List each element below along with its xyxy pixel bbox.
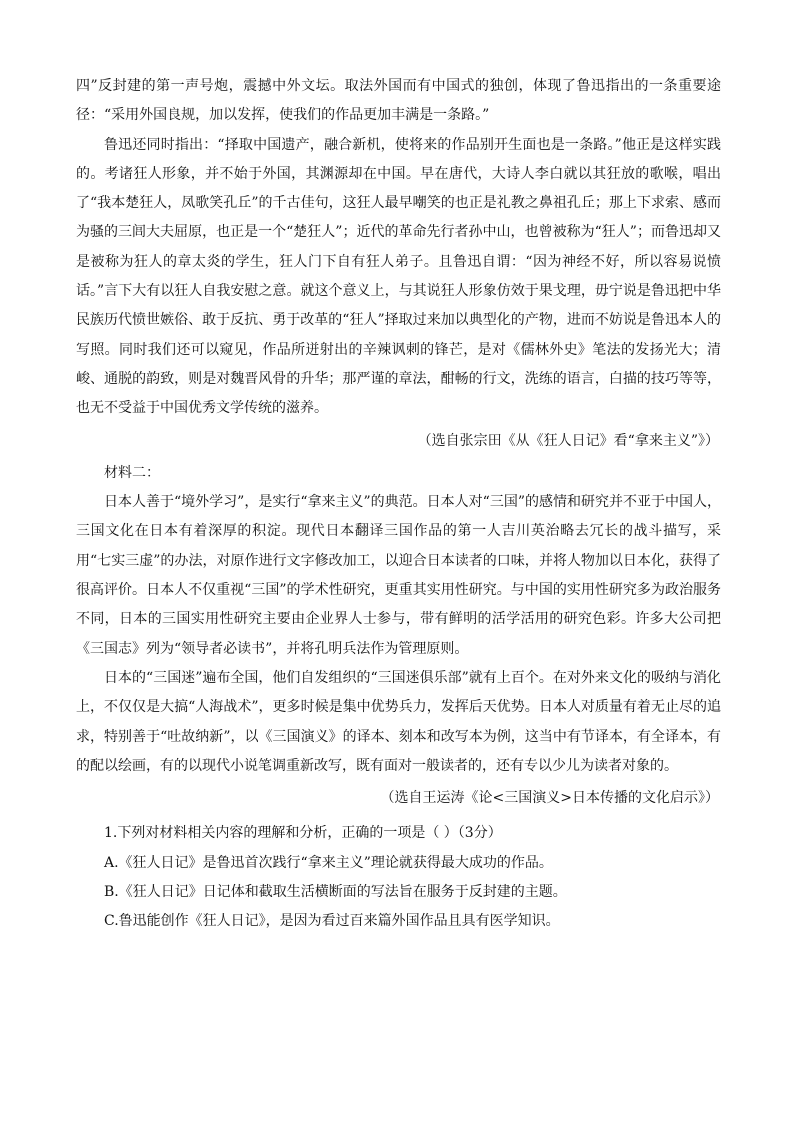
question-option-a: A.《狂人日记》是鲁迅首次践行“拿来主义”理论就获得最大成功的作品。 [104, 854, 553, 871]
question-stem: 1.下列对材料相关内容的理解和分析，正确的一项是（ ）（3分） [104, 825, 502, 842]
material2-paragraph-1: 日本人善于“境外学习”，是实行“拿来主义”的典范。日本人对“三国”的感情和研究并不亚于中国人，三国文化在日本有着深厚的积淀。现代日本翻译三国作品的第一人吉川英治略去冗长的战斗描写，采用“七实三虚”的办法，对原作进行文字修改加工，以迎合日本读者的口味，并将人物加以日本化，获得了很高评价。日本人不仅重视“三国”的学术性研究，更重其实用性研究。与中国的实用性研究多为政治服务不同，日本的三国实用性研究主要由企业界人士参与，带有鲜明的活学活用的研究色彩。许多大公司把《三国志》列为“领导者必读书”，并将孔明兵法作为管理原则。 [76, 494, 721, 657]
question-option-c: C.鲁迅能创作《狂人日记》，是因为看过百来篇外国作品且具有医学知识。 [104, 913, 560, 930]
material1-paragraph-continued: 四”反封建的第一声号炮，震撼中外文坛。取法外国而有中国式的独创，体现了鲁迅指出的一条重要途径：“采用外国良规，加以发挥，使我们的作品更加丰满是一条路。” [76, 78, 721, 124]
document-body [76, 72, 721, 937]
material2-label: 材料二： [104, 464, 160, 481]
material2-paragraph-2: 日本的“三国迷”遍布全国，他们自发组织的“三国迷俱乐部”就有上百个。在对外来文化的吸纳与消化上，不仅仅是大搞“人海战术”，更多时候是集中优势兵力，发挥后天优势。日本人对质量有着无止尽的追求，特别善于“吐故纳新”，以《三国演义》的译本、刻本和改写本为例，这当中有节译本，有全译本，有的配以绘画，有的以现代小说笔调重新改写，既有面对一般读者的，还有专以少儿为读者对象的。 [76, 669, 721, 774]
material1-paragraph: 鲁迅还同时指出：“择取中国遗产，融合新机，使将来的作品别开生面也是一条路。”他正是这样实践的。考诸狂人形象，并不始于外国，其渊源却在中国。早在唐代，大诗人李白就以其狂放的歌喉，唱出了“我本楚狂人，凤歌笑孔丘”的千古佳句，这狂人最早嘲笑的也正是礼教之鼻祖孔丘；那上下求索、感而为骚的三闾大夫屈原，也正是一个“楚狂人”；近代的革命先行者孙中山，也曾被称为“狂人”；而鲁迅却又是被称为狂人的章太炎的学生，狂人门下自有狂人弟子。且鲁迅自谓：“因为神经不好，所以容易说愤话。”言下大有以狂人自我安慰之意。就这个意义上，与其说狂人形象仿效于果戈理，毋宁说是鲁迅把中华民族历代愤世嫉俗、敢于反抗、勇于改革的“狂人”择取过来加以典型化的产物，进而不妨说是鲁迅本人的写照。同时我们还可以窥见，作品所迸射出的辛辣讽刺的锋芒，是对《儒林外史》笔法的发扬光大；清峻、通脱的韵致，则是对魏晋风骨的升华；那严谨的章法，酣畅的行文，洗练的语言，白描的技巧等等，也无不受益于中国优秀文学传统的滋养。 [76, 136, 721, 417]
question-option-b: B.《狂人日记》日记体和截取生活横断面的写法旨在服务于反封建的主题。 [104, 884, 567, 901]
material1-source: （选自张宗田《从《狂人日记》看“拿来主义”》） [417, 432, 719, 449]
material2-source: （选自王运涛《论<三国演义>日本传播的文化启示》） [380, 790, 719, 807]
